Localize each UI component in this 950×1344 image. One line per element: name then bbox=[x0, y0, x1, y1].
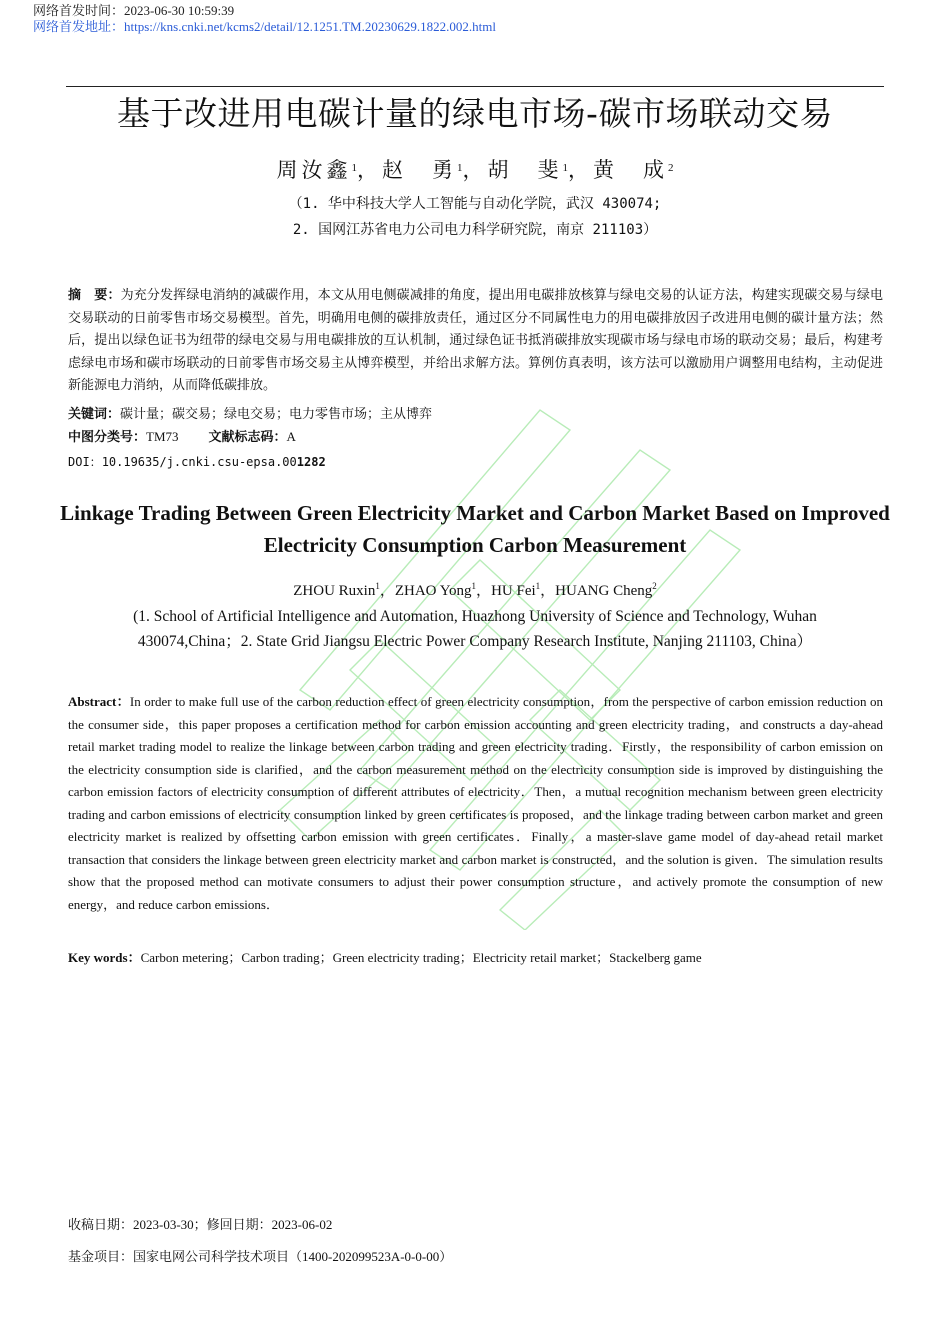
author-affiliation-mark: 1 bbox=[457, 162, 463, 174]
english-keywords-text: Carbon metering；Carbon trading；Green electricity trading；Electricity retail market；Stackelberg game bbox=[140, 950, 702, 965]
clc-label: 中图分类号： bbox=[68, 429, 147, 444]
doc-code-value: A bbox=[286, 429, 296, 444]
author-name: 赵 勇 bbox=[382, 158, 457, 182]
chinese-keywords-text: 碳计量；碳交易；绿电交易；电力零售市场；主从博弈 bbox=[120, 406, 433, 421]
english-abstract bbox=[68, 691, 883, 916]
english-keywords-label: Key words： bbox=[68, 950, 141, 965]
english-affiliation: (1. School of Artificial Intelligence and Automation, Huazhong University of Science and Technology, Wuhan 430074,China；2. State Grid Jiangsu Electric Power Company Research Institute, Nanjing 211103, China） bbox=[133, 608, 817, 650]
author-name: 黄 成 bbox=[593, 158, 668, 182]
doc-code-label: 文献标志码： bbox=[208, 429, 287, 444]
author-name: HUANG Cheng bbox=[555, 583, 653, 599]
doi-line bbox=[68, 452, 326, 472]
publish-time-label: 网络首发时间： bbox=[33, 3, 125, 18]
chinese-abstract bbox=[68, 284, 883, 397]
author-affiliation-mark: 1 bbox=[535, 581, 541, 591]
clc-value: TM73 bbox=[146, 429, 179, 444]
author-name: 周汝鑫 bbox=[276, 158, 352, 182]
author-separator: ， bbox=[462, 158, 488, 182]
author-separator: ， bbox=[568, 158, 593, 182]
english-title: Linkage Trading Between Green Electricity Market and Carbon Market Based on Improved Electricity Consumption Carbon Measurement bbox=[60, 501, 890, 557]
publish-url-label: 网络首发地址： bbox=[33, 19, 125, 34]
chinese-affiliation-1: （1. 华中科技大学人工智能与自动化学院，武汉 430074; bbox=[288, 196, 662, 212]
fund-project: 基金项目：国家电网公司科学技术项目（1400-202099523A-0-0-00） bbox=[68, 1249, 453, 1264]
author-affiliation-mark: 1 bbox=[562, 162, 568, 174]
received-date: 收稿日期：2023-03-30；修回日期：2023-06-02 bbox=[68, 1217, 333, 1232]
author-name: ZHAO Yong bbox=[394, 583, 472, 599]
chinese-title: 基于改进用电碳计量的绿电市场-碳市场联动交易 bbox=[117, 94, 833, 133]
chinese-abstract-text: 为充分发挥绿电消纳的减碳作用，本文从用电侧碳减排的角度，提出用电碳排放核算与绿电交易的认证方法，构建实现碳交易与绿电交易联动的日前零售市场交易模型。首先，明确用电侧的碳排放责任，通过区分不同属性电力的用电碳排放因子改进用电侧的碳计量方法；然后，提出以绿色证书为纽带的绿电交易与用电碳排放的互认机制，通过绿色证书抵消碳排放实现碳市场与绿电市场的联动交易；最后，构建考虑绿电市场和碳市场联动的日前零售市场交易主从博弈模型，并给出求解方法。算例仿真表明，该方法可以激励用户调整用电结构，主动促进新能源电力消纳，从而降低碳排放。 bbox=[68, 287, 883, 392]
english-keywords bbox=[68, 948, 702, 968]
author-separator: ， bbox=[540, 583, 556, 599]
publish-url-link[interactable]: https://kns.cnki.net/kcms2/detail/12.1251.TM.20230629.1822.002.html bbox=[124, 19, 496, 34]
header-rule bbox=[66, 86, 884, 87]
publish-url bbox=[33, 19, 496, 35]
chinese-keywords bbox=[68, 404, 432, 424]
author-separator: ， bbox=[476, 583, 492, 599]
author-affiliation-mark: 1 bbox=[471, 581, 477, 591]
english-abstract-label: Abstract： bbox=[68, 694, 130, 709]
author-affiliation-mark: 2 bbox=[652, 581, 657, 591]
english-abstract-text: In order to make full use of the carbon reduction effect of green electricity consumption，from the perspective of carbon emission reduction on the consumer side，this paper proposes a certification method for carbon emission accounting and green electricity trading，and constructs a day-ahead retail market trading model to realize the linkage between carbon trading and green electricity trading．Firstly，the responsibility of carbon emission on the electricity consumption side is clarified，and the carbon measurement method on the electricity consumption side is improved by distinguishing the carbon emission factors of electricity consumption of different attributes of electricity．Then，a mutual recognition mechanism between green electricity trading and carbon emissions of electricity consumption linked by green certificates is proposed，and the linkage trading between carbon market and green electricity market is realized by offsetting carbon emission with green certificates．Finally，a master-slave game model of day-ahead retail market transaction that considers the linkage between green electricity market and carbon market is constructed，and the solution is given．The simulation results show that the proposed method can motivate consumers to adjust their power consumption structure，and actively promote the consumption of new energy，and reduce carbon emissions． bbox=[68, 694, 883, 912]
author-separator: ， bbox=[379, 583, 395, 599]
author-name: ZHOU Ruxin bbox=[293, 583, 376, 599]
english-authors bbox=[0, 575, 950, 602]
chinese-affiliation-2: 2. 国网江苏省电力公司电力科学研究院，南京 211103） bbox=[292, 222, 658, 238]
doi-value: 10.19635/j.cnki.csu-epsa.00 bbox=[101, 455, 297, 469]
doi-label: DOI： bbox=[68, 455, 102, 469]
author-name: 胡 斐 bbox=[487, 158, 563, 182]
publish-time-value: 2023-06-30 10:59:39 bbox=[124, 3, 235, 18]
author-name: HU Fei bbox=[491, 583, 536, 599]
chinese-authors bbox=[0, 156, 950, 184]
publish-time bbox=[33, 3, 234, 19]
author-affiliation-mark: 1 bbox=[375, 581, 380, 591]
author-affiliation-mark: 1 bbox=[351, 162, 357, 174]
chinese-keywords-label: 关键词： bbox=[68, 406, 121, 421]
chinese-abstract-label: 摘 要： bbox=[68, 287, 121, 302]
classification-line bbox=[68, 427, 296, 447]
author-affiliation-mark: 2 bbox=[668, 162, 674, 174]
doi-value-tail: 1282 bbox=[296, 455, 326, 469]
author-separator: ， bbox=[357, 158, 382, 182]
